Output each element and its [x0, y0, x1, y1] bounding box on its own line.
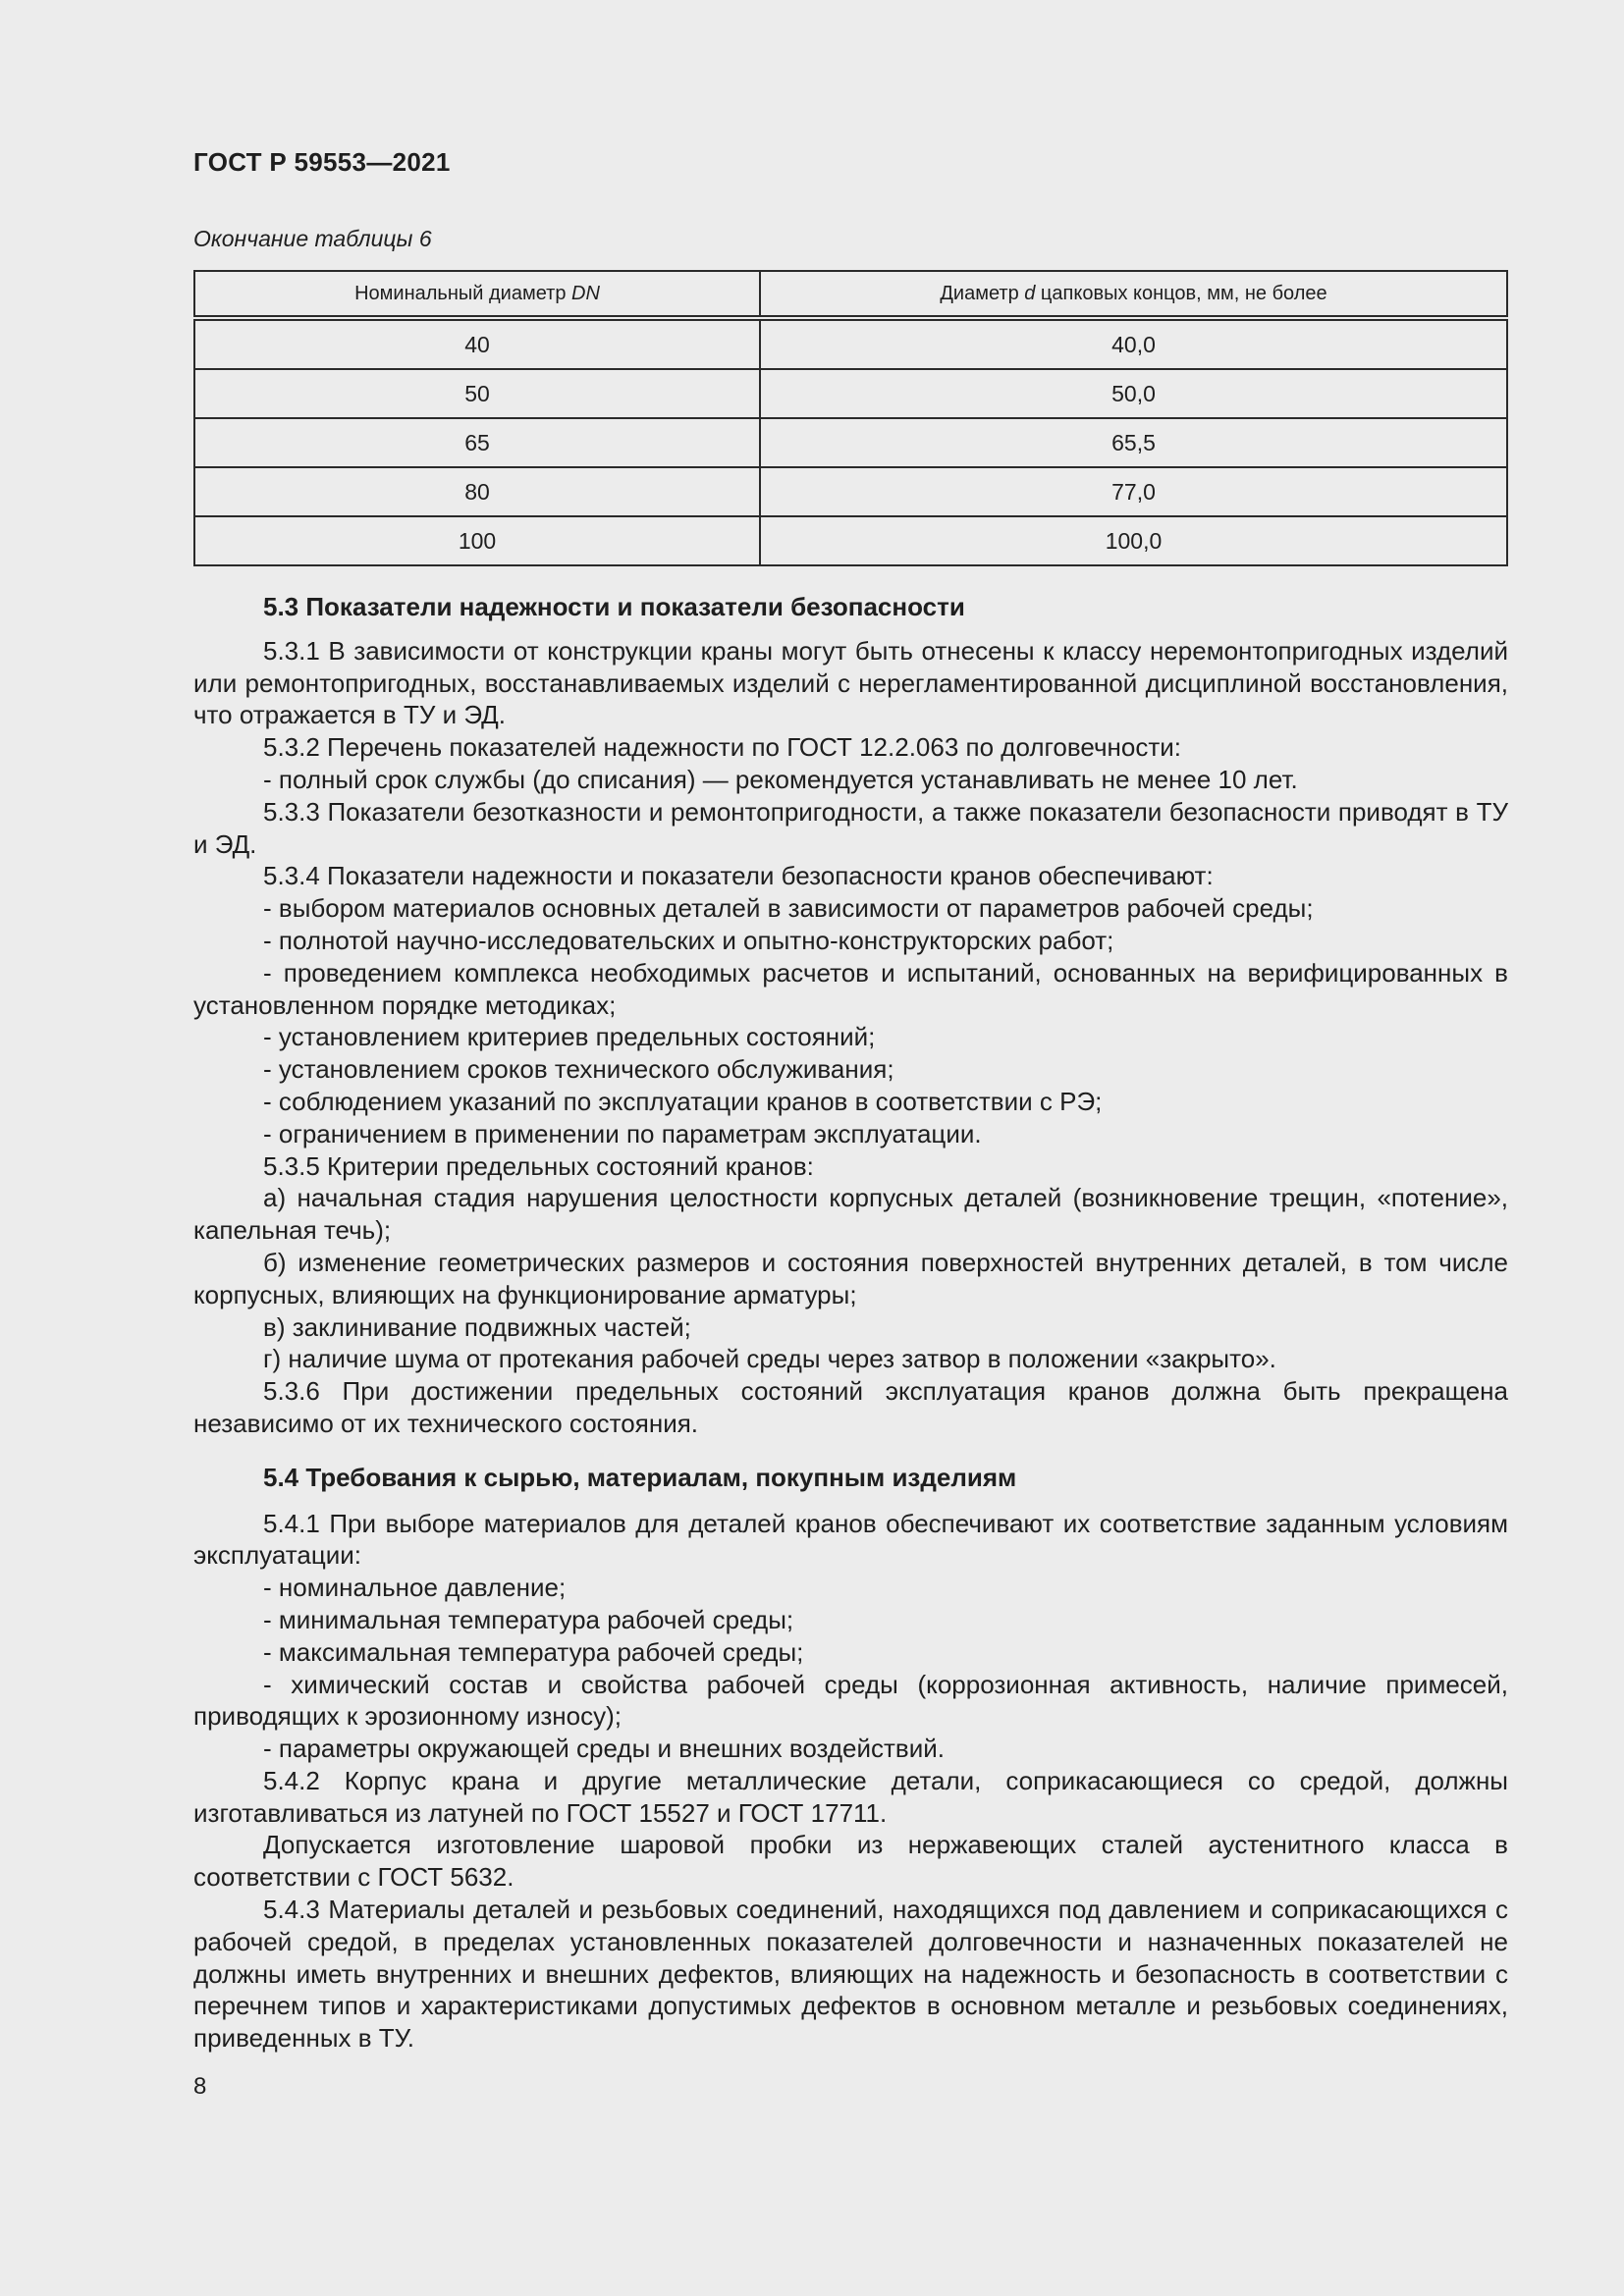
paragraph-5-4-2: 5.4.2 Корпус крана и другие металлические детали, соприкасающиеся со средой, должны изготавливаться из латуней по ГОСТ 15527 и ГОСТ 17711.: [193, 1765, 1508, 1828]
section-heading-5-4: 5.4 Требования к сырью, материалам, покупным изделиям: [263, 1462, 1017, 1492]
table-cell: 40: [194, 318, 760, 369]
table-header-row: [194, 271, 1507, 318]
column-header-prefix: Диаметр: [940, 282, 1025, 304]
table-row: [194, 369, 1507, 418]
list-item: - соблюдением указаний по эксплуатации кранов в соответствии с РЭ;: [263, 1086, 1103, 1116]
list-item: - полный срок службы (до списания) — рекомендуется устанавливать не менее 10 лет.: [263, 764, 1298, 794]
paragraph-5-4-1: 5.4.1 При выборе материалов для деталей кранов обеспечивают их соответствие заданным условиям эксплуатации:: [193, 1508, 1508, 1571]
list-item: - минимальная температура рабочей среды;: [263, 1604, 794, 1634]
column-header-symbol: d: [1024, 282, 1036, 304]
list-item: - выбором материалов основных деталей в зависимости от параметров рабочей среды;: [263, 893, 1314, 924]
column-header-prefix: Номинальный диаметр: [354, 282, 572, 304]
list-item: - проведением комплекса необходимых расчетов и испытаний, основанных на верифицированных в установленном порядке методиках;: [193, 957, 1508, 1020]
list-item: б) изменение геометрических размеров и состояния поверхностей внутренних деталей, в том числе корпусных, влияющих на функционирование арматуры;: [193, 1247, 1508, 1309]
list-item: в) заклинивание подвижных частей;: [263, 1311, 691, 1342]
list-item: - ограничением в применении по параметрам эксплуатации.: [263, 1118, 982, 1148]
list-item: а) начальная стадия нарушения целостности корпусных деталей (возникновение трещин, «потение», капельная течь);: [193, 1183, 1508, 1246]
column-header-suffix: цапковых концов, мм, не более: [1035, 282, 1327, 304]
table-row: [194, 318, 1507, 369]
paragraph-5-3-2: 5.3.2 Перечень показателей надежности по ГОСТ 12.2.063 по долговечности:: [263, 732, 1182, 763]
table-row: [194, 516, 1507, 565]
list-item: - полнотой научно-исследовательских и опытно-конструкторских работ;: [263, 925, 1114, 955]
paragraph-5-3-5: 5.3.5 Критерии предельных состояний кранов:: [263, 1150, 814, 1181]
column-header-nominal-diameter: [194, 271, 760, 318]
list-item: - максимальная температура рабочей среды;: [263, 1636, 804, 1667]
paragraph-5-4-2-note: Допускается изготовление шаровой пробки из нержавеющих сталей аустенитного класса в соответствии с ГОСТ 5632.: [193, 1830, 1508, 1893]
list-item: - химический состав и свойства рабочей среды (коррозионная активность, наличие примесей, приводящих к эрозионному износу);: [193, 1669, 1508, 1732]
table-caption: Окончание таблицы 6: [193, 226, 432, 251]
table-cell: 80: [194, 467, 760, 516]
page-number: 8: [193, 2073, 207, 2100]
paragraph-5-3-1: 5.3.1 В зависимости от конструкции краны могут быть отнесены к классу неремонтопригодных изделий или ремонтопригодных, восстанавливаемых изделий с нерегламентированной дисциплиной восстановления, что отражается в ТУ и ЭД.: [193, 635, 1508, 730]
document-header: ГОСТ Р 59553—2021: [193, 147, 451, 177]
table-row: [194, 467, 1507, 516]
list-item: - установлением критериев предельных состояний;: [263, 1022, 876, 1052]
section-heading-5-3: 5.3 Показатели надежности и показатели безопасности: [263, 592, 965, 621]
paragraph-5-4-3: 5.4.3 Материалы деталей и резьбовых соединений, находящихся под давлением и соприкасающихся с рабочей средой, в пределах установленных показателей долговечности и назначенных показателей не должны иметь внутренних и внешних дефектов, влияющих на надежность и безопасность в соответствии с перечнем типов и характеристиками допустимых дефектов в основном металле и резьбовых соединениях, приведенных в ТУ.: [193, 1895, 1508, 2054]
list-item: - номинальное давление;: [263, 1573, 567, 1603]
list-item: г) наличие шума от протекания рабочей среды через затвор в положении «закрыто».: [263, 1344, 1276, 1374]
table-cell: 77,0: [760, 467, 1507, 516]
table-cell: 100: [194, 516, 760, 565]
table-cell: 100,0: [760, 516, 1507, 565]
table-cell: 65,5: [760, 418, 1507, 467]
paragraph-5-3-4: 5.3.4 Показатели надежности и показатели безопасности кранов обеспечивают:: [263, 861, 1214, 891]
table-cell: 65: [194, 418, 760, 467]
table-cell: 50,0: [760, 369, 1507, 418]
paragraph-5-3-3: 5.3.3 Показатели безотказности и ремонтопригодности, а также показатели безопасности приводят в ТУ и ЭД.: [193, 796, 1508, 859]
table-cell: 40,0: [760, 318, 1507, 369]
column-header-spigot-diameter: [760, 271, 1507, 318]
table-cell: 50: [194, 369, 760, 418]
table-row: [194, 418, 1507, 467]
list-item: - установлением сроков технического обслуживания;: [263, 1054, 894, 1085]
document-body: [193, 591, 1508, 2055]
column-header-symbol: DN: [571, 282, 600, 304]
list-item: - параметры окружающей среды и внешних воздействий.: [263, 1734, 946, 1764]
diameter-table: [193, 270, 1508, 566]
paragraph-5-3-6: 5.3.6 При достижении предельных состояний эксплуатация кранов должна быть прекращена независимо от их технического состояния.: [193, 1376, 1508, 1438]
